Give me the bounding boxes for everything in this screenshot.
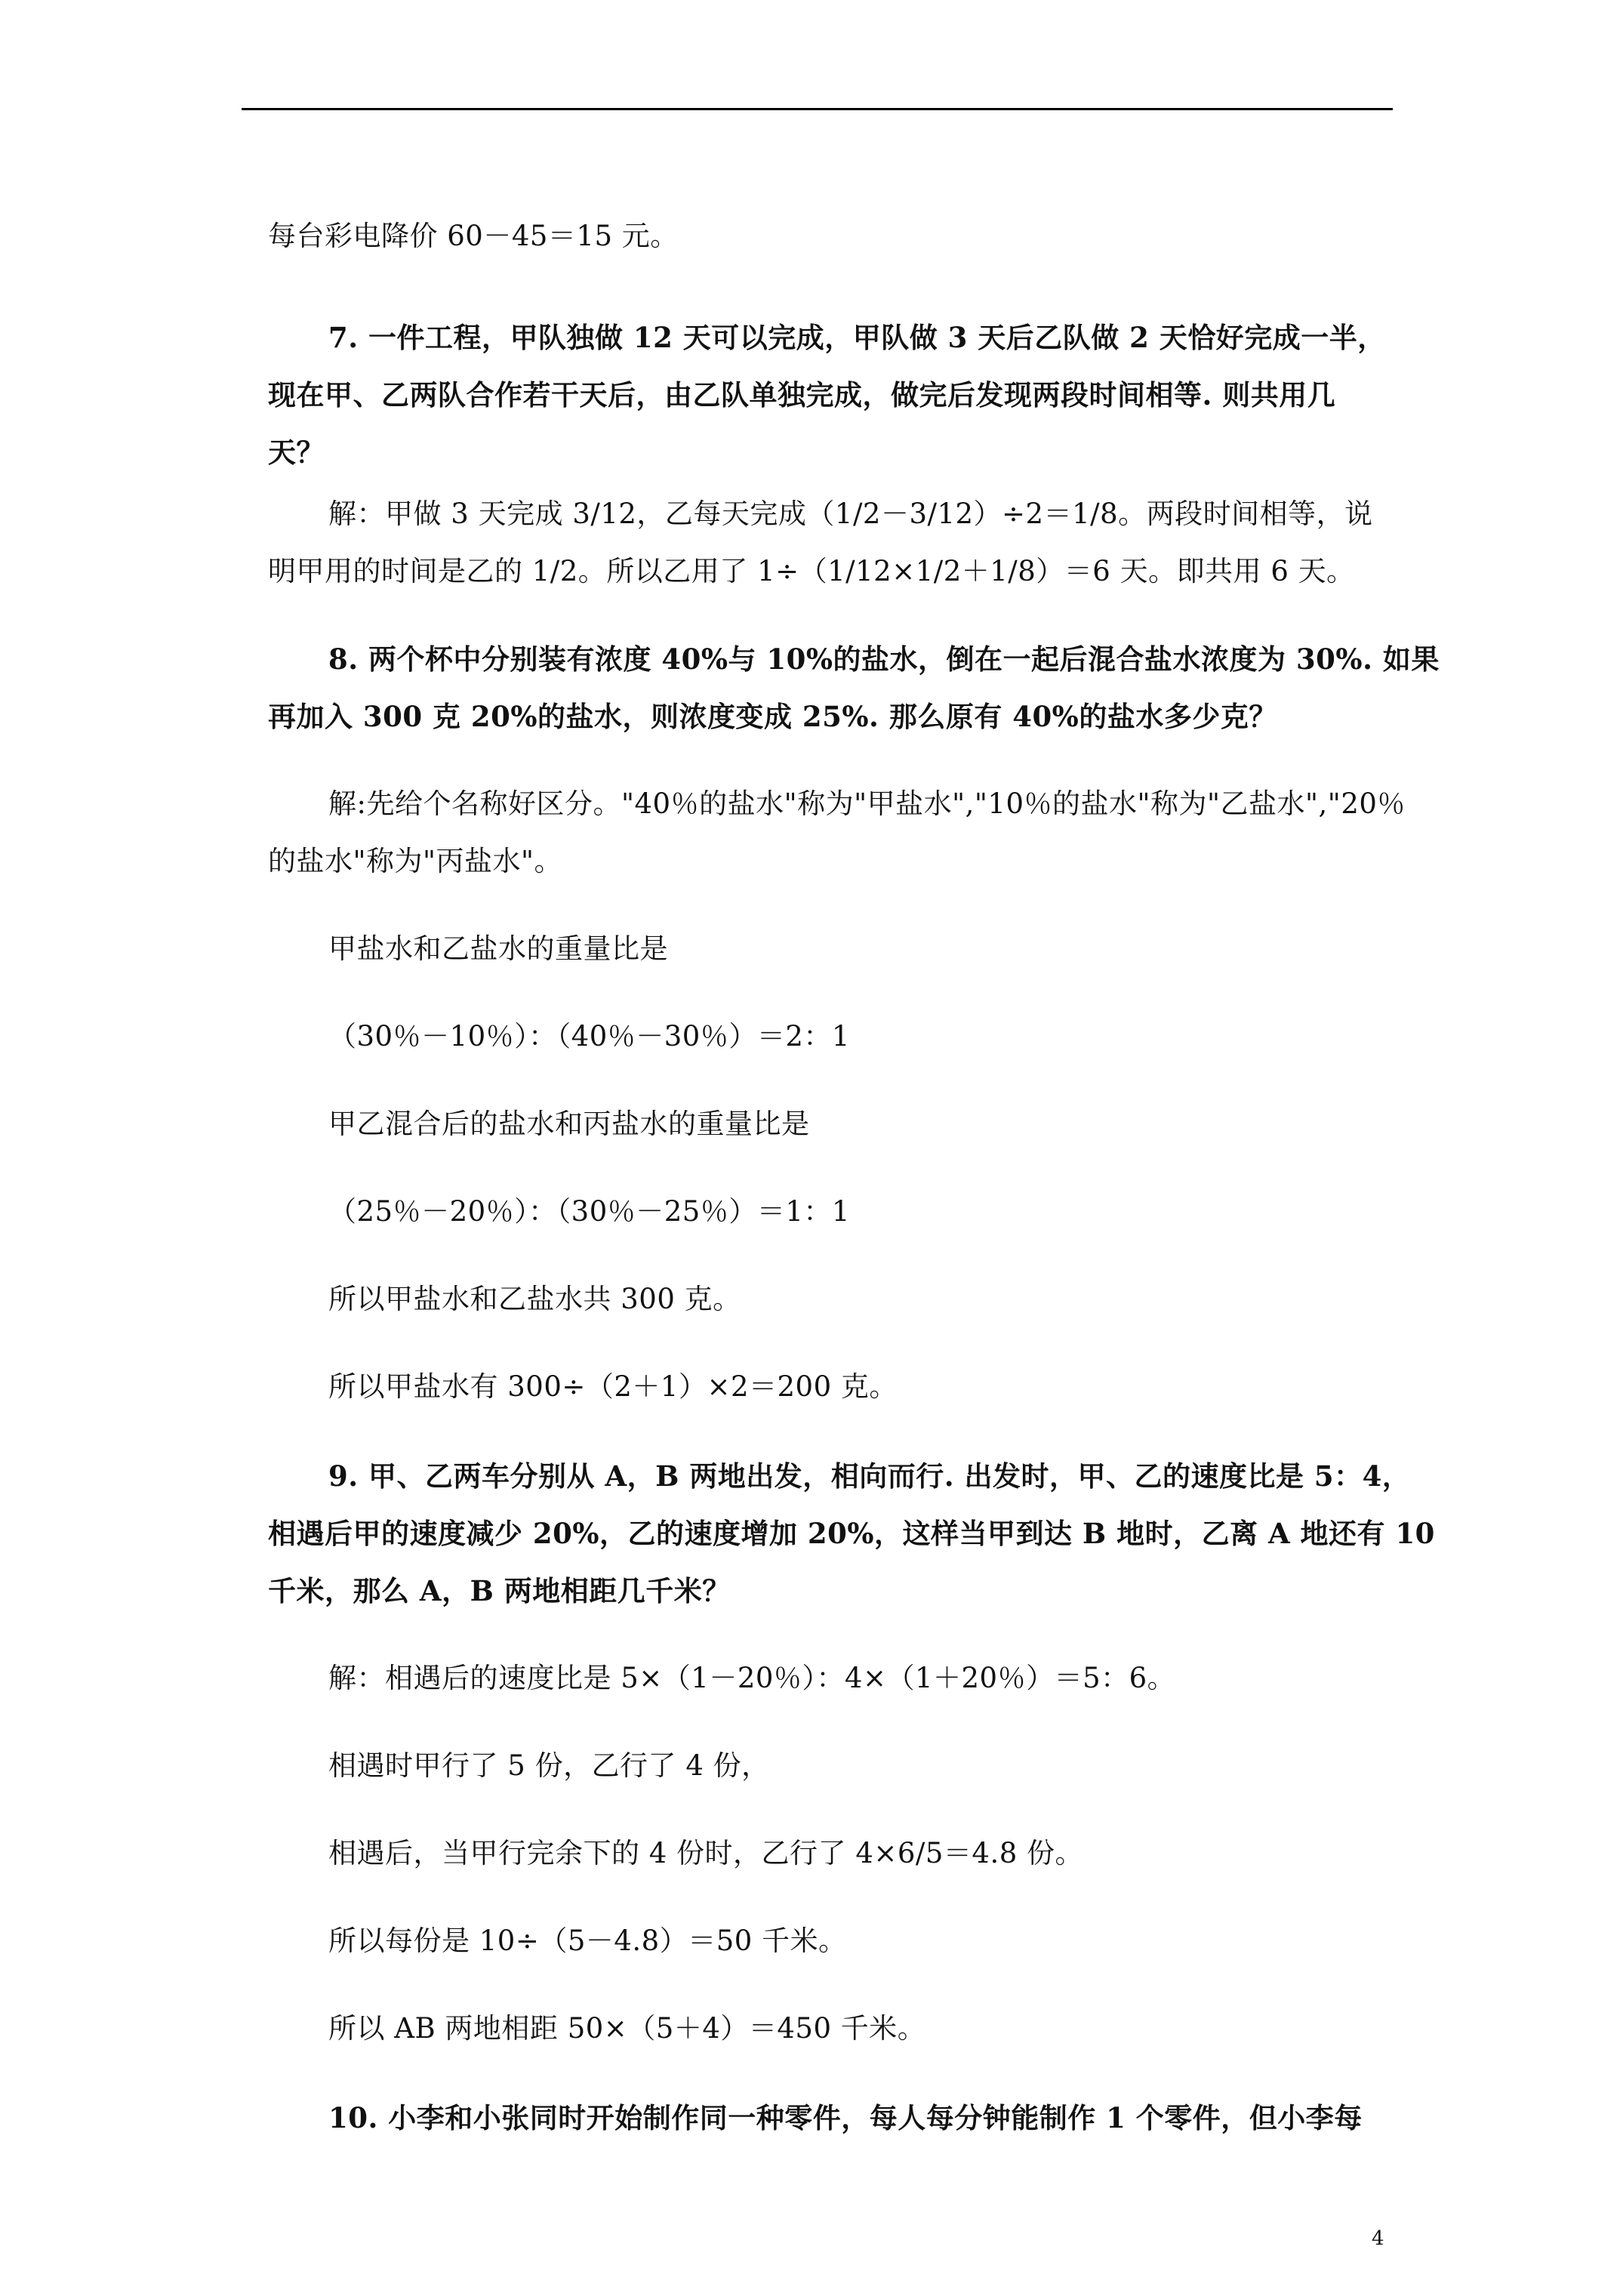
solution-line: 所以 AB 两地相距 50×（5＋4）＝450 千米。 (328, 2012, 926, 2045)
solution-line: （25％－20％）：（30％－25％）＝1：1 (328, 1195, 850, 1228)
question-10-line: 10. 小李和小张同时开始制作同一种零件，每人每分钟能制作 1 个零件，但小李每 (328, 2101, 1363, 2134)
solution-line: 所以甲盐水和乙盐水共 300 克。 (328, 1283, 741, 1315)
header-rule (242, 108, 1393, 110)
question-8-line: 8. 两个杯中分别装有浓度 40%与 10%的盐水，倒在一起后混合盐水浓度为 30%. 如果 (328, 643, 1440, 676)
solution-line: 甲乙混合后的盐水和丙盐水的重量比是 (328, 1108, 810, 1140)
solution-line: 所以每份是 10÷（5－4.8）＝50 千米。 (328, 1925, 847, 1957)
question-9-line: 千米，那么 A，B 两地相距几千米？ (268, 1574, 731, 1607)
page-number: 4 (1372, 2227, 1384, 2250)
solution-line: 明甲用的时间是乙的 1/2。所以乙用了 1÷（1/12×1/2＋1/8）＝6 天。即共用 6 天。 (268, 555, 1355, 587)
solution-line: 所以甲盐水有 300÷（2＋1）×2＝200 克。 (328, 1370, 898, 1403)
question-7-line: 7. 一件工程，甲队独做 12 天可以完成，甲队做 3 天后乙队做 2 天恰好完成一半， (328, 321, 1386, 354)
solution-line: 解：甲做 3 天完成 3/12，乙每天完成（1/2－3/12）÷2＝1/8。两段时间相等，说 (328, 498, 1373, 530)
solution-line: 解:先给个名称好区分。"40％的盐水"称为"甲盐水","10％的盐水"称为"乙盐水","20％ (328, 787, 1406, 820)
question-9-line: 9. 甲、乙两车分别从 A，B 两地出发，相向而行. 出发时，甲、乙的速度比是 5：4， (328, 1459, 1411, 1493)
solution-line: 相遇后，当甲行完余下的 4 份时，乙行了 4×6/5＝4.8 份。 (328, 1837, 1084, 1869)
solution-line: 相遇时甲行了 5 份，乙行了 4 份， (328, 1749, 770, 1782)
question-9-line: 相遇后甲的速度减少 20%，乙的速度增加 20%，这样当甲到达 B 地时，乙离 A 地还有 10 (268, 1517, 1435, 1550)
question-7-line: 现在甲、乙两队合作若干天后，由乙队单独完成，做完后发现两段时间相等. 则共用几 (268, 378, 1336, 411)
question-7-line: 天？ (268, 436, 325, 469)
solution-line: 甲盐水和乙盐水的重量比是 (328, 932, 668, 965)
solution-line: 解：相遇后的速度比是 5×（1－20％）：4×（1＋20％）＝5：6。 (328, 1662, 1176, 1694)
question-8-line: 再加入 300 克 20%的盐水，则浓度变成 25%. 那么原有 40%的盐水多少克？ (268, 700, 1277, 733)
solution-line: 的盐水"称为"丙盐水"。 (268, 845, 563, 877)
text-line: 每台彩电降价 60－45＝15 元。 (268, 220, 679, 252)
solution-line: （30％－10％）：（40％－30％）＝2：1 (328, 1020, 850, 1052)
